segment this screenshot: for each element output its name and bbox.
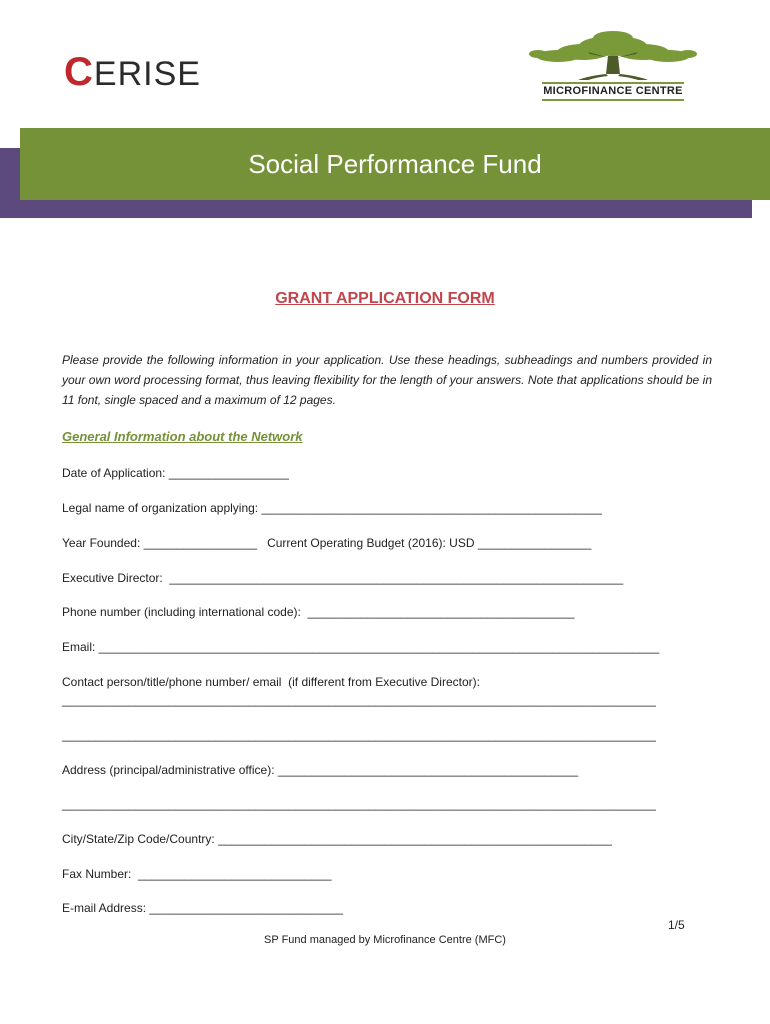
page-number: 1/5 <box>668 918 685 932</box>
cerise-logo-rest: ERISE <box>93 55 201 93</box>
city-state-zip-field[interactable]: City/State/Zip Code/Country: ___________________________________________________________ <box>62 832 612 846</box>
cerise-logo-text <box>64 50 201 94</box>
date-of-application-field[interactable]: Date of Application: __________________ <box>62 466 289 480</box>
banner-title: Social Performance Fund <box>248 148 542 179</box>
form-title: GRANT APPLICATION FORM <box>275 290 495 307</box>
logo-rule-bottom <box>542 99 684 101</box>
cerise-logo <box>64 50 201 95</box>
intro-paragraph: Please provide the following information in your application. Use these headings, subheadings and numbers provided in your own word processing format, thus leaving flexibility for the length of your answers. Note that applications should be in 11 font, single spaced and a maximum of 12 pages. <box>62 353 712 407</box>
email-field[interactable]: Email: ____________________________________________________________________________________ <box>62 640 660 654</box>
tree-icon <box>528 30 698 82</box>
cerise-logo-mark: C <box>64 50 94 94</box>
page-footer: SP Fund managed by Microfinance Centre (MFC) <box>264 934 506 946</box>
address-line-2[interactable]: _________________________________________________________________________________________ <box>62 797 656 811</box>
legal-name-field[interactable]: Legal name of organization applying: ___________________________________________________ <box>62 501 602 515</box>
contact-person-line-2[interactable]: _________________________________________________________________________________________ <box>62 728 656 742</box>
contact-person-label: Contact person/title/phone number/ email (if different from Executive Director): <box>62 675 480 689</box>
mfc-logo-text: MICROFINANCE CENTRE <box>543 85 683 97</box>
executive-director-field[interactable]: Executive Director: ____________________________________________________________________ <box>62 571 624 585</box>
email-address-field[interactable]: E-mail Address: _____________________________ <box>62 901 343 915</box>
microfinance-centre-logo <box>528 30 698 102</box>
year-founded-budget-field[interactable]: Year Founded: _________________ Current Operating Budget (2016): USD _________________ <box>62 536 592 550</box>
address-field[interactable]: Address (principal/administrative office): _____________________________________________ <box>62 763 579 777</box>
section-title: General Information about the Network <box>62 429 303 444</box>
contact-person-line-1[interactable]: _________________________________________________________________________________________ <box>62 693 656 707</box>
phone-number-field[interactable]: Phone number (including international code): ________________________________________ <box>62 605 575 619</box>
logo-rule-top <box>542 82 684 84</box>
fax-number-field[interactable]: Fax Number: _____________________________ <box>62 867 332 881</box>
banner <box>20 128 770 200</box>
